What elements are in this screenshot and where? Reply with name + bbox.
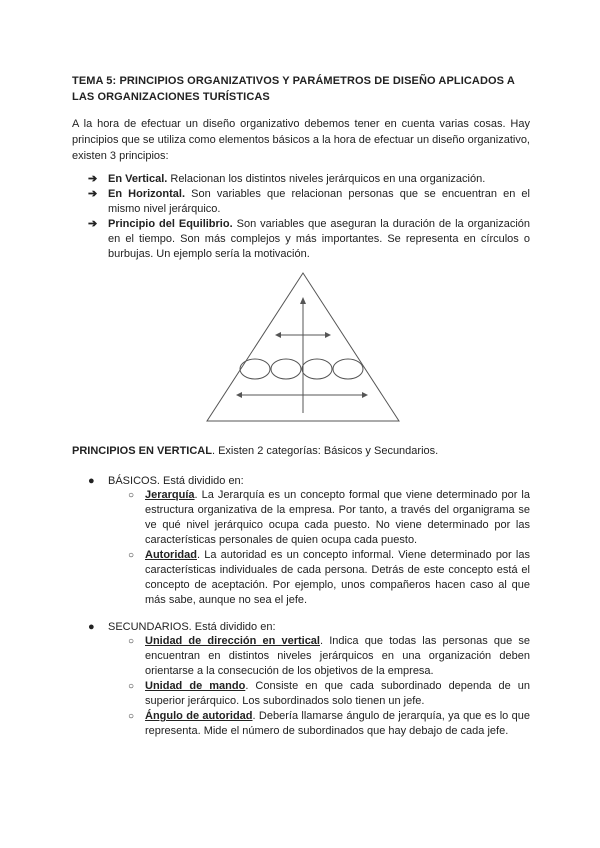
vertical-principles-text: . Existen 2 categorías: Básicos y Secundarios.	[211, 445, 439, 457]
secundarios-item-unidad-mando	[128, 679, 530, 709]
principles-list	[88, 172, 530, 262]
principle-text: Son variables que aseguran la duración de la organización en el tiempo. Son más complejos y más importantes. Se representa en círculos o burbujas. Un ejemplo sería la motivación.	[108, 218, 531, 260]
principle-text: Relacionan los distintos niveles jerárquicos en una organización.	[167, 173, 486, 185]
principle-item-horizontal	[88, 187, 530, 217]
term-text: . La autoridad es un concepto informal. Viene determinado por las características individuales de cada persona. Detrás de este concepto está el concepto de aceptación. Por ejemplo, unos compañeros hacen caso al que más sabe, aunque no sea el jefe.	[145, 549, 530, 606]
principle-label: En Vertical.	[108, 173, 168, 185]
basicos-list	[128, 488, 530, 608]
principle-item-equilibrio	[88, 217, 530, 262]
equilibrium-bubble	[271, 359, 301, 379]
bullet-icon: ●	[88, 621, 95, 633]
basicos-item-jerarquia	[128, 488, 530, 548]
circle-bullet-icon: ○	[128, 490, 135, 501]
organization-pyramid-diagram	[205, 271, 401, 423]
circle-bullet-icon: ○	[128, 550, 135, 561]
secundarios-list	[128, 634, 530, 739]
term-label: Unidad de mando	[145, 680, 246, 692]
horizontal-lower-arrow-right	[362, 392, 368, 398]
arrow-icon: ➔	[88, 173, 98, 185]
principle-label: Principio del Equilibrio.	[108, 218, 233, 230]
vertical-arrowhead	[300, 297, 306, 304]
term-label: Jerarquía	[145, 489, 195, 501]
secundarios-item-unidad-direccion	[128, 634, 530, 679]
arrow-icon: ➔	[88, 188, 98, 200]
arrow-icon: ➔	[88, 218, 98, 230]
term-text: . La Jerarquía es un concepto formal que viene determinado por la estructura organizativa de la empresa. Por tanto, a través del organigrama se ve qué nivel jerárquico ocupa cada puesto. No viene determinado por las características personales de quien ocupa cada puesto.	[145, 489, 530, 546]
vertical-principles-heading	[72, 443, 532, 459]
principle-text: Son variables que relacionan personas que se encuentran en el mismo nivel jerárquico.	[108, 188, 530, 215]
equilibrium-bubble	[333, 359, 363, 379]
bullet-icon: ●	[88, 475, 95, 487]
term-text: . Consiste en que cada subordinado dependa de un superior jerárquico. Los subordinados solo tienen un jefe.	[145, 680, 530, 707]
secundarios-heading: SECUNDARIOS. Está dividido en:	[108, 621, 276, 633]
term-text: . Debería llamarse ángulo de jerarquía, ya que es lo que representa. Mide el número de subordinados que hay debajo de cada jefe.	[145, 710, 530, 737]
equilibrium-bubble	[302, 359, 332, 379]
term-label: Unidad de dirección en vertical	[145, 635, 320, 647]
principle-item-vertical	[88, 172, 530, 187]
intro-paragraph: A la hora de efectuar un diseño organizativo debemos tener en cuenta varias cosas. Hay principios que se utiliza como elementos básicos a la hora de efectuar un diseño organizativo, existen 3 principios:	[72, 118, 530, 162]
basicos-item-autoridad	[128, 548, 530, 608]
term-label: Autoridad	[145, 549, 197, 561]
secundarios-item-angulo-autoridad	[128, 709, 530, 739]
circle-bullet-icon: ○	[128, 681, 135, 692]
principle-label: En Horizontal.	[108, 188, 186, 200]
vertical-principles-label: PRINCIPIOS EN VERTICAL	[72, 445, 212, 457]
horizontal-lower-arrow-left	[236, 392, 242, 398]
equilibrium-bubble	[240, 359, 270, 379]
circle-bullet-icon: ○	[128, 711, 135, 722]
term-text: . Indica que todas las personas que se encuentran en distintos niveles jerárquicos en una organización deben orientarse a la consecución de los objetivos de la empresa.	[145, 635, 530, 677]
basicos-heading: BÁSICOS. Está dividido en:	[108, 475, 244, 487]
term-label: Ángulo de autoridad	[145, 710, 253, 722]
circle-bullet-icon: ○	[128, 636, 135, 647]
document-title: TEMA 5: PRINCIPIOS ORGANIZATIVOS Y PARÁMETROS DE DISEÑO APLICADOS A LAS ORGANIZACIONES TURÍSTICAS	[72, 75, 515, 103]
horizontal-upper-arrow-left	[275, 332, 281, 338]
horizontal-upper-arrow-right	[325, 332, 331, 338]
